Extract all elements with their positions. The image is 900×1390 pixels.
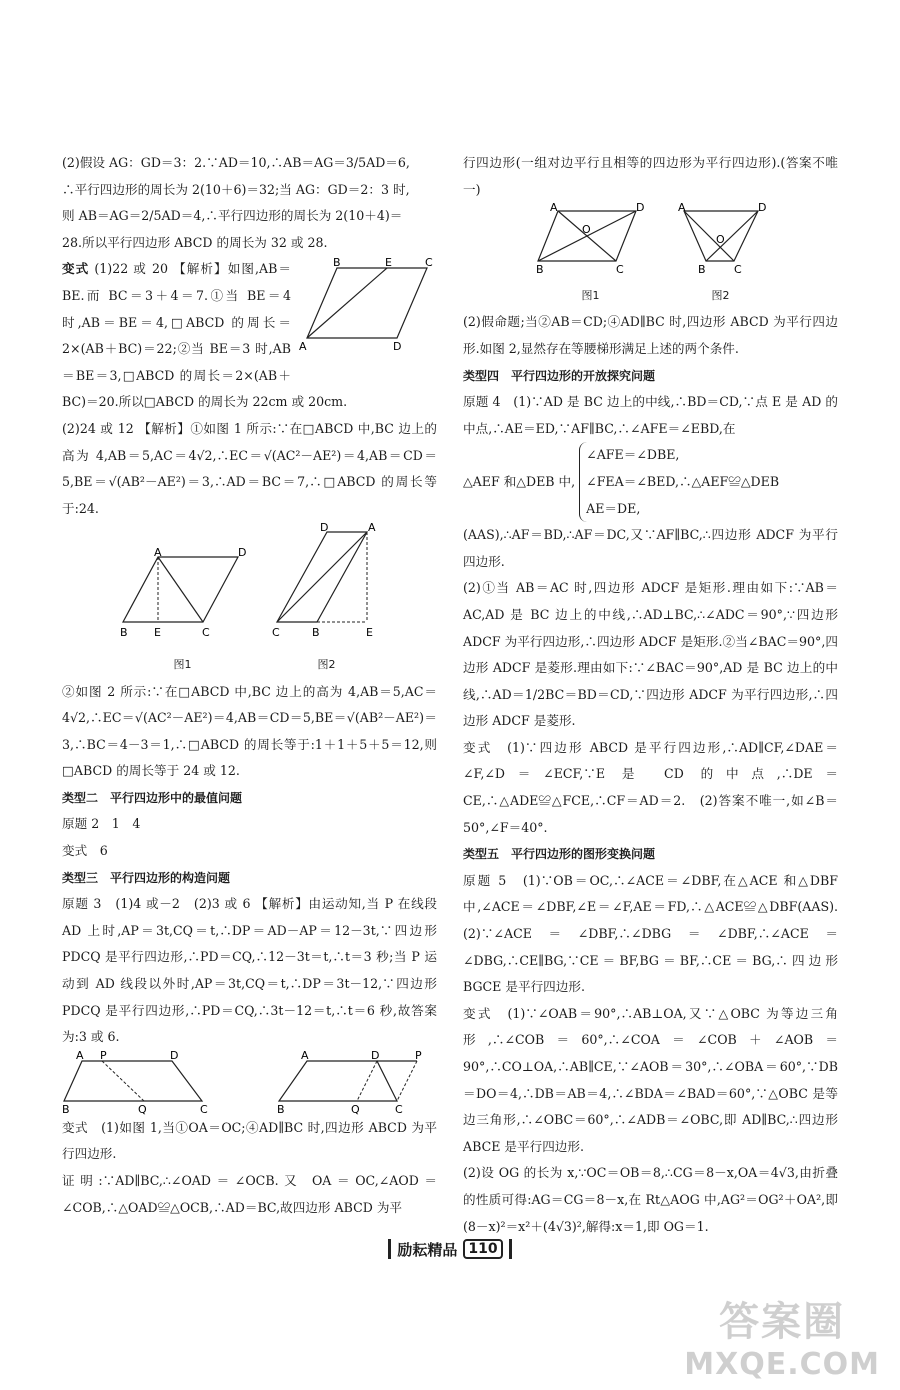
heading-type-2: 类型二 平行四边形中的最值问题 (62, 790, 243, 805)
page-footer (380, 1237, 520, 1261)
svg-text:B: B (62, 1102, 70, 1115)
svg-text:C: C (271, 626, 280, 640)
variant-2-text: (2)24 或 12 【解析】①如图 1 所示:∵在□ABCD 中,BC 边上的高为 4,AB＝5,AC＝4√2,∴EC＝√(AC²－AE²)＝4,AB＝CD＝5,BE＝√(AB²－AE²)＝3,∴AD＝BC＝7,∴□ABCD 的周长等于:24. (62, 420, 437, 516)
figures-row-o (463, 203, 838, 309)
svg-text:Q: Q (351, 1102, 360, 1115)
figure-1-svg (118, 547, 248, 642)
brace-line-2: ∠FEA＝∠BED,∴△AEF≌△DEB (586, 473, 780, 489)
svg-text:B: B (697, 263, 706, 274)
heading-type-4: 类型四 平行四边形的开放探究问题 (463, 368, 656, 383)
proof: 证明:∵AD∥BC,∴∠OAD＝∠OCB.又 OA＝OC,∠AOD＝∠COB,∴△OAD≌△OCB,∴AD＝BC,故四边形 ABCD 为平 (62, 1173, 437, 1215)
svg-text:B: B (535, 263, 544, 274)
left-column (62, 150, 437, 1221)
svg-text:Q: Q (138, 1102, 147, 1115)
svg-text:O: O (715, 233, 725, 247)
var-4: 变式 (1)∵四边形 ABCD 是平行四边形,∴AD∥CF,∠DAE＝∠F,∠D＝∠ECF,∵E 是 CD 的中点,∴DE＝CE,∴△ADE≌△FCE,∴CF＝AD＝2. (2)答案不唯一,如∠B＝50°,∠F＝40°. (463, 739, 838, 835)
svg-text:P: P (100, 1050, 107, 1062)
brace-line-3: AE＝DE, (586, 500, 641, 516)
svg-text:E: E (365, 626, 373, 640)
svg-text:O: O (581, 223, 591, 237)
svg-text:C: C (733, 263, 742, 274)
fig-label-d: D (393, 340, 402, 354)
right-r2: (2)假命题;当②AB＝CD;④AD∥BC 时,四边形 ABCD 为平行四边形.如图 2,显然存在等腰梯形满足上述的两个条件. (463, 314, 838, 356)
brace-line-1: ∠AFE＝∠DBE, (586, 447, 680, 463)
svg-text:D: D (635, 203, 644, 215)
svg-text:A: A (367, 522, 376, 535)
heading-type-3: 类型三 平行四边形的构造问题 (62, 870, 231, 885)
watermark-url: MXQE.COM (684, 1347, 880, 1382)
footer-bar-right (509, 1239, 512, 1259)
figure-2 (272, 522, 382, 678)
variant-1-block (62, 256, 437, 416)
figure-2-caption: 图2 (317, 657, 336, 671)
figure-o-1 (536, 203, 646, 309)
svg-text:D: D (757, 203, 766, 215)
footer-brand: 励耘精品 (397, 1240, 458, 1259)
para-p3: 则 AB＝AG＝2/5AD＝4,∴平行四边形的周长为 2(10＋4)＝ (62, 208, 403, 224)
variant-1-head: 变式 (62, 261, 90, 277)
right-r1: 行四边形(一组对边平行且相等的四边形为平行四边形).(答案不唯一) (463, 155, 838, 197)
figure-2-svg (272, 522, 382, 642)
var-5a: 变式 (1)∵∠OAB＝90°,∴AB⊥OA,又∵△OBC 为等边三角形,∴∠COB＝60°,∴∠COA＝∠COB＋∠AOB＝90°,∴CO⊥OA,∴AB∥CE,∵∠AOB＝30°,∴∠OBA＝60°,∵DB＝DO＝4,∴DB＝AB＝4,∴∠BDA＝∠BAD＝60°,∵△OBC 是等边三角形,∴∠OBC＝60°,∴∠ADB＝∠OBC,即 AD∥BC,∴四边形 ABCE 是平行四边形. (463, 1005, 838, 1154)
variant-2-text2: ②如图 2 所示:∵在□ABCD 中,BC 边上的高为 4,AB＝5,AC＝4√2,∴EC＝√(AC²－AE²)＝4,AB＝CD＝5,BE＝√(AB²－AE²)＝3,∴BC＝4－3＝1,∴□ABCD 的周长等于:1＋1＋5＋5＝12,则□ABCD 的周长等于 24 或 12. (62, 683, 437, 779)
svg-text:A: A (76, 1050, 84, 1062)
variant-1-text: 变式 (1)22 或 20 【解析】如图,AB＝BE.而 BC＝3＋4＝7.①当 BE＝4 时,AB＝BE＝4,□ABCD 的周长＝2×(AB＋BC)＝22;②当 BE＝3 时,AB＝BE＝3,□ABCD 的周长＝2×(AB＋BC)＝20.所以□ABCD 的周长为 22cm 或 20cm. (62, 261, 348, 410)
parallelogram-figure (297, 258, 437, 368)
figure-o-2-caption: 图2 (711, 288, 730, 302)
brace-prefix: △AEF 和△DEB 中, (463, 473, 576, 489)
fig-label-c: C (425, 258, 433, 270)
figure-o-2 (676, 203, 766, 309)
fig-label-a: A (299, 340, 307, 354)
orig-4c: (2)①当 AB＝AC 时,四边形 ADCF 是矩形.理由如下:∵AB＝AC,AD 是 BC 边上的中线,∴AD⊥BC,∴∠ADC＝90°,∵四边形 ADCF 为平行四边形,∴四边形 ADCF 是矩形.②当∠BAC＝90°,四边形 ADCF 是菱形.理由如下:∵∠BAC＝90°,AD 是 BC 边上的中线,∴AD＝1/2BC＝BD＝CD,∵四边形 ADCF 为平行四边形,∴四边形 ADCF 是菱形. (463, 580, 838, 729)
figure-pq-2 (277, 1051, 437, 1115)
var-2: 变式 6 (62, 843, 108, 859)
watermark (684, 1290, 880, 1382)
svg-text:E: E (153, 626, 161, 640)
figure-pq-1 (62, 1051, 212, 1115)
svg-text:D: D (237, 547, 246, 560)
orig-3: 原题 3 (1)4 或－2 (2)3 或 6 【解析】由运动知,当 P 在线段 AD 上时,AP＝3t,CQ＝t,∴DP＝AD－AP＝12－3t,∵四边形 PDCQ 是平行四边形,∴PD＝CQ,∴12－3t＝t,∴t＝3 秒;当 P 运动到 AD 线段以外时,AP＝3t,CQ＝t,∴DP＝3t－12,∵四边形 PDCQ 是平行四边形,∴PD＝CQ,∴3t－12＝t,∴t＝6 秒,故答案为:3 或 6. (62, 896, 437, 1045)
heading-type-5: 类型五 平行四边形的图形变换问题 (463, 847, 656, 862)
orig-4a: 原题 4 (1)∵AD 是 BC 边上的中线,∴BD＝CD,∵点 E 是 AD 的中点,∴AE＝ED,∵AF∥BC,∴∠AFE＝∠EBD,在 (463, 394, 838, 436)
svg-text:P: P (415, 1050, 422, 1062)
watermark-text: 答案圈 (719, 1299, 846, 1345)
brace-lines (579, 442, 779, 522)
svg-text:B: B (311, 626, 320, 640)
orig-5: 原题 5 (1)∵OB＝OC,∴∠ACE＝∠DBF,在△ACE 和△DBF 中,∠ACE＝∠DBF,∠E＝∠F,AE＝FD,∴△ACE≌△DBF(AAS). (2)∵∠ACE＝∠DBF,∴∠DBG＝∠DBF,∴∠ACE＝∠DBG,∴CE∥BG,∵CE＝BF,BG＝BF,∴CE＝BG,∴四边形 BGCE 是平行四边形. (463, 872, 851, 995)
svg-text:D: D (371, 1050, 380, 1062)
figure-o-2-svg (676, 203, 766, 273)
svg-text:A: A (549, 203, 558, 215)
figure-o-1-caption: 图1 (581, 288, 600, 302)
svg-text:D: D (319, 522, 328, 535)
var-5b: (2)设 OG 的长为 x,∵OC＝OB＝8,∴CG＝8－x,OA＝4√3,由折叠的性质可得:AG＝CG＝8－x,在 Rt△AOG 中,AG²＝OG²＋OA²,即(8－x)²＝x²＋(4√3)²,解得:x＝1,即 OG＝1. (463, 1165, 838, 1234)
svg-text:A: A (677, 203, 686, 215)
figure-1-caption: 图1 (173, 657, 192, 671)
svg-text:C: C (201, 626, 210, 640)
svg-text:B: B (277, 1102, 285, 1115)
right-column (463, 150, 851, 1240)
para-p4: 28.所以平行四边形 ABCD 的周长为 32 或 28. (62, 234, 328, 250)
svg-text:D: D (170, 1050, 179, 1062)
svg-text:C: C (200, 1102, 208, 1115)
figures-row-1 (62, 522, 437, 678)
footer-bar-left (388, 1239, 391, 1259)
orig-2: 原题 2 1 4 (62, 816, 141, 832)
svg-text:A: A (301, 1050, 309, 1062)
orig-4b: (AAS),∴AF＝BD,∴AF＝DC,又∵AF∥BC,∴四边形 ADCF 为平行四边形. (463, 527, 838, 569)
brace-block (463, 442, 838, 522)
svg-text:A: A (153, 547, 162, 560)
var-3: 变式 (1)如图 1,当①OA＝OC;④AD∥BC 时,四边形 ABCD 为平行四边形. (62, 1119, 437, 1162)
svg-text:C: C (395, 1102, 403, 1115)
para-p1: (2)假设 AG：GD＝3：2.∵AD＝10,∴AB＝AG＝3/5AD＝6, (62, 155, 410, 170)
para-p2: ∴平行四边形的周长为 2(10＋6)＝32;当 AG：GD＝2：3 时, (62, 181, 410, 197)
fig-label-b: B (333, 258, 341, 270)
svg-text:C: C (615, 263, 624, 274)
figures-row-pq (62, 1051, 437, 1115)
figure-1 (118, 547, 248, 678)
svg-text:B: B (119, 626, 128, 640)
fig-label-e: E (385, 258, 392, 270)
figure-o-1-svg (536, 203, 646, 273)
page-number: 110 (463, 1239, 502, 1259)
